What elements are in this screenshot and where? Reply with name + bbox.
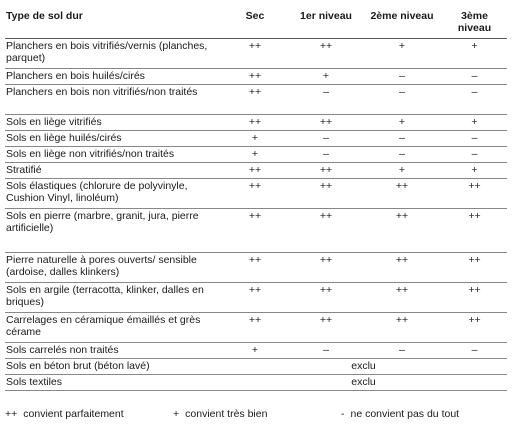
cell-rating: ++	[290, 283, 362, 313]
cell-rating: –	[442, 85, 507, 115]
cell-rating: –	[442, 343, 507, 359]
cell-rating: +	[220, 131, 290, 147]
cell-rating: ++	[220, 209, 290, 253]
cell-rating: –	[290, 343, 362, 359]
row-label: Stratifié	[5, 163, 220, 179]
row-label: Planchers en bois vitrifiés/vernis (planches, parquet)	[5, 39, 220, 69]
header-level-1: 1er niveau	[290, 9, 362, 39]
row-label: Sols en liège non vitrifiés/non traités	[5, 147, 220, 163]
cell-rating: ++	[290, 39, 362, 69]
legend-item-perfect	[5, 408, 124, 420]
table-row	[5, 343, 507, 359]
row-label: Sols carrelés non traités	[5, 343, 220, 359]
cell-rating: ++	[442, 179, 507, 209]
cell-rating: ++	[220, 69, 290, 85]
cell-exclu: exclu	[220, 359, 507, 375]
table-row	[5, 115, 507, 131]
table-row	[5, 131, 507, 147]
header-dry: Sec	[220, 9, 290, 39]
cell-rating: +	[362, 39, 442, 69]
row-label: Sols en liège vitrifiés	[5, 115, 220, 131]
cell-rating: ++	[290, 163, 362, 179]
cell-rating: –	[290, 131, 362, 147]
cell-rating: +	[290, 69, 362, 85]
cell-rating: ++	[290, 179, 362, 209]
cell-rating: –	[290, 85, 362, 115]
table-row	[5, 163, 507, 179]
legend-symbol: -	[341, 408, 345, 420]
header-floor-type: Type de sol dur	[5, 9, 220, 39]
row-label: Sols en pierre (marbre, granit, jura, pierre artificielle)	[5, 209, 220, 253]
cell-rating: +	[362, 115, 442, 131]
table-row	[5, 209, 507, 253]
legend-item-very-good	[173, 408, 267, 420]
legend-text: ne convient pas du tout	[350, 408, 460, 420]
legend-item-not-suitable	[341, 408, 459, 420]
cell-rating: ++	[290, 313, 362, 343]
table-row	[5, 39, 507, 69]
cell-rating: ++	[220, 163, 290, 179]
cell-rating: –	[290, 147, 362, 163]
floor-type-table-container	[5, 9, 507, 391]
cell-rating: ++	[220, 115, 290, 131]
row-label: Carrelages en céramique émaillés et grès cérame	[5, 313, 220, 343]
row-label: Sols textiles	[5, 375, 220, 391]
cell-rating: ++	[362, 313, 442, 343]
cell-rating: ++	[362, 209, 442, 253]
table-row	[5, 375, 507, 391]
table-row	[5, 179, 507, 209]
row-label: Sols élastiques (chlorure de polyvinyle, Cushion Vinyl, linoléum)	[5, 179, 220, 209]
table-row	[5, 85, 507, 115]
table-header-row	[5, 9, 507, 39]
cell-rating: –	[442, 69, 507, 85]
table-row	[5, 253, 507, 283]
table-row	[5, 69, 507, 85]
cell-rating: ++	[220, 253, 290, 283]
row-label: Planchers en bois huilés/cirés	[5, 69, 220, 85]
table-row	[5, 283, 507, 313]
cell-rating: –	[362, 343, 442, 359]
cell-rating: ++	[362, 283, 442, 313]
row-label: Sols en béton brut (béton lavé)	[5, 359, 220, 375]
legend-text: convient très bien	[185, 408, 268, 420]
cell-rating: ++	[290, 115, 362, 131]
row-label: Sols en argile (terracotta, klinker, dalles en briques)	[5, 283, 220, 313]
cell-rating: ++	[220, 179, 290, 209]
cell-rating: ++	[220, 283, 290, 313]
cell-rating: –	[362, 85, 442, 115]
cell-rating: ++	[442, 283, 507, 313]
cell-rating: –	[362, 69, 442, 85]
legend-text: convient parfaitement	[23, 408, 124, 420]
floor-type-table	[5, 9, 507, 391]
legend-symbol: +	[173, 408, 180, 420]
table-row	[5, 313, 507, 343]
row-label: Planchers en bois non vitrifiés/non traités	[5, 85, 220, 115]
row-label: Pierre naturelle à pores ouverts/ sensible (ardoise, dalles klinkers)	[5, 253, 220, 283]
cell-rating: ++	[290, 209, 362, 253]
cell-rating: –	[362, 131, 442, 147]
cell-rating: ++	[220, 85, 290, 115]
cell-rating: ++	[290, 253, 362, 283]
table-row	[5, 359, 507, 375]
cell-rating: ++	[442, 209, 507, 253]
cell-rating: ++	[220, 313, 290, 343]
cell-rating: ++	[362, 179, 442, 209]
cell-rating: ++	[362, 253, 442, 283]
legend-symbol: ++	[5, 408, 18, 420]
cell-rating: +	[220, 343, 290, 359]
cell-rating: +	[442, 115, 507, 131]
cell-rating: +	[442, 163, 507, 179]
table-row	[5, 147, 507, 163]
cell-rating: ++	[220, 39, 290, 69]
legend	[5, 408, 507, 422]
cell-rating: ++	[442, 253, 507, 283]
cell-rating: –	[442, 147, 507, 163]
cell-rating: ++	[442, 313, 507, 343]
cell-rating: +	[442, 39, 507, 69]
cell-rating: +	[362, 163, 442, 179]
header-level-2: 2ème niveau	[362, 9, 442, 39]
cell-rating: –	[442, 131, 507, 147]
row-label: Sols en liège huilés/cirés	[5, 131, 220, 147]
header-level-3: 3ème niveau	[442, 9, 507, 39]
cell-rating: +	[220, 147, 290, 163]
cell-exclu: exclu	[220, 375, 507, 391]
cell-rating: –	[362, 147, 442, 163]
